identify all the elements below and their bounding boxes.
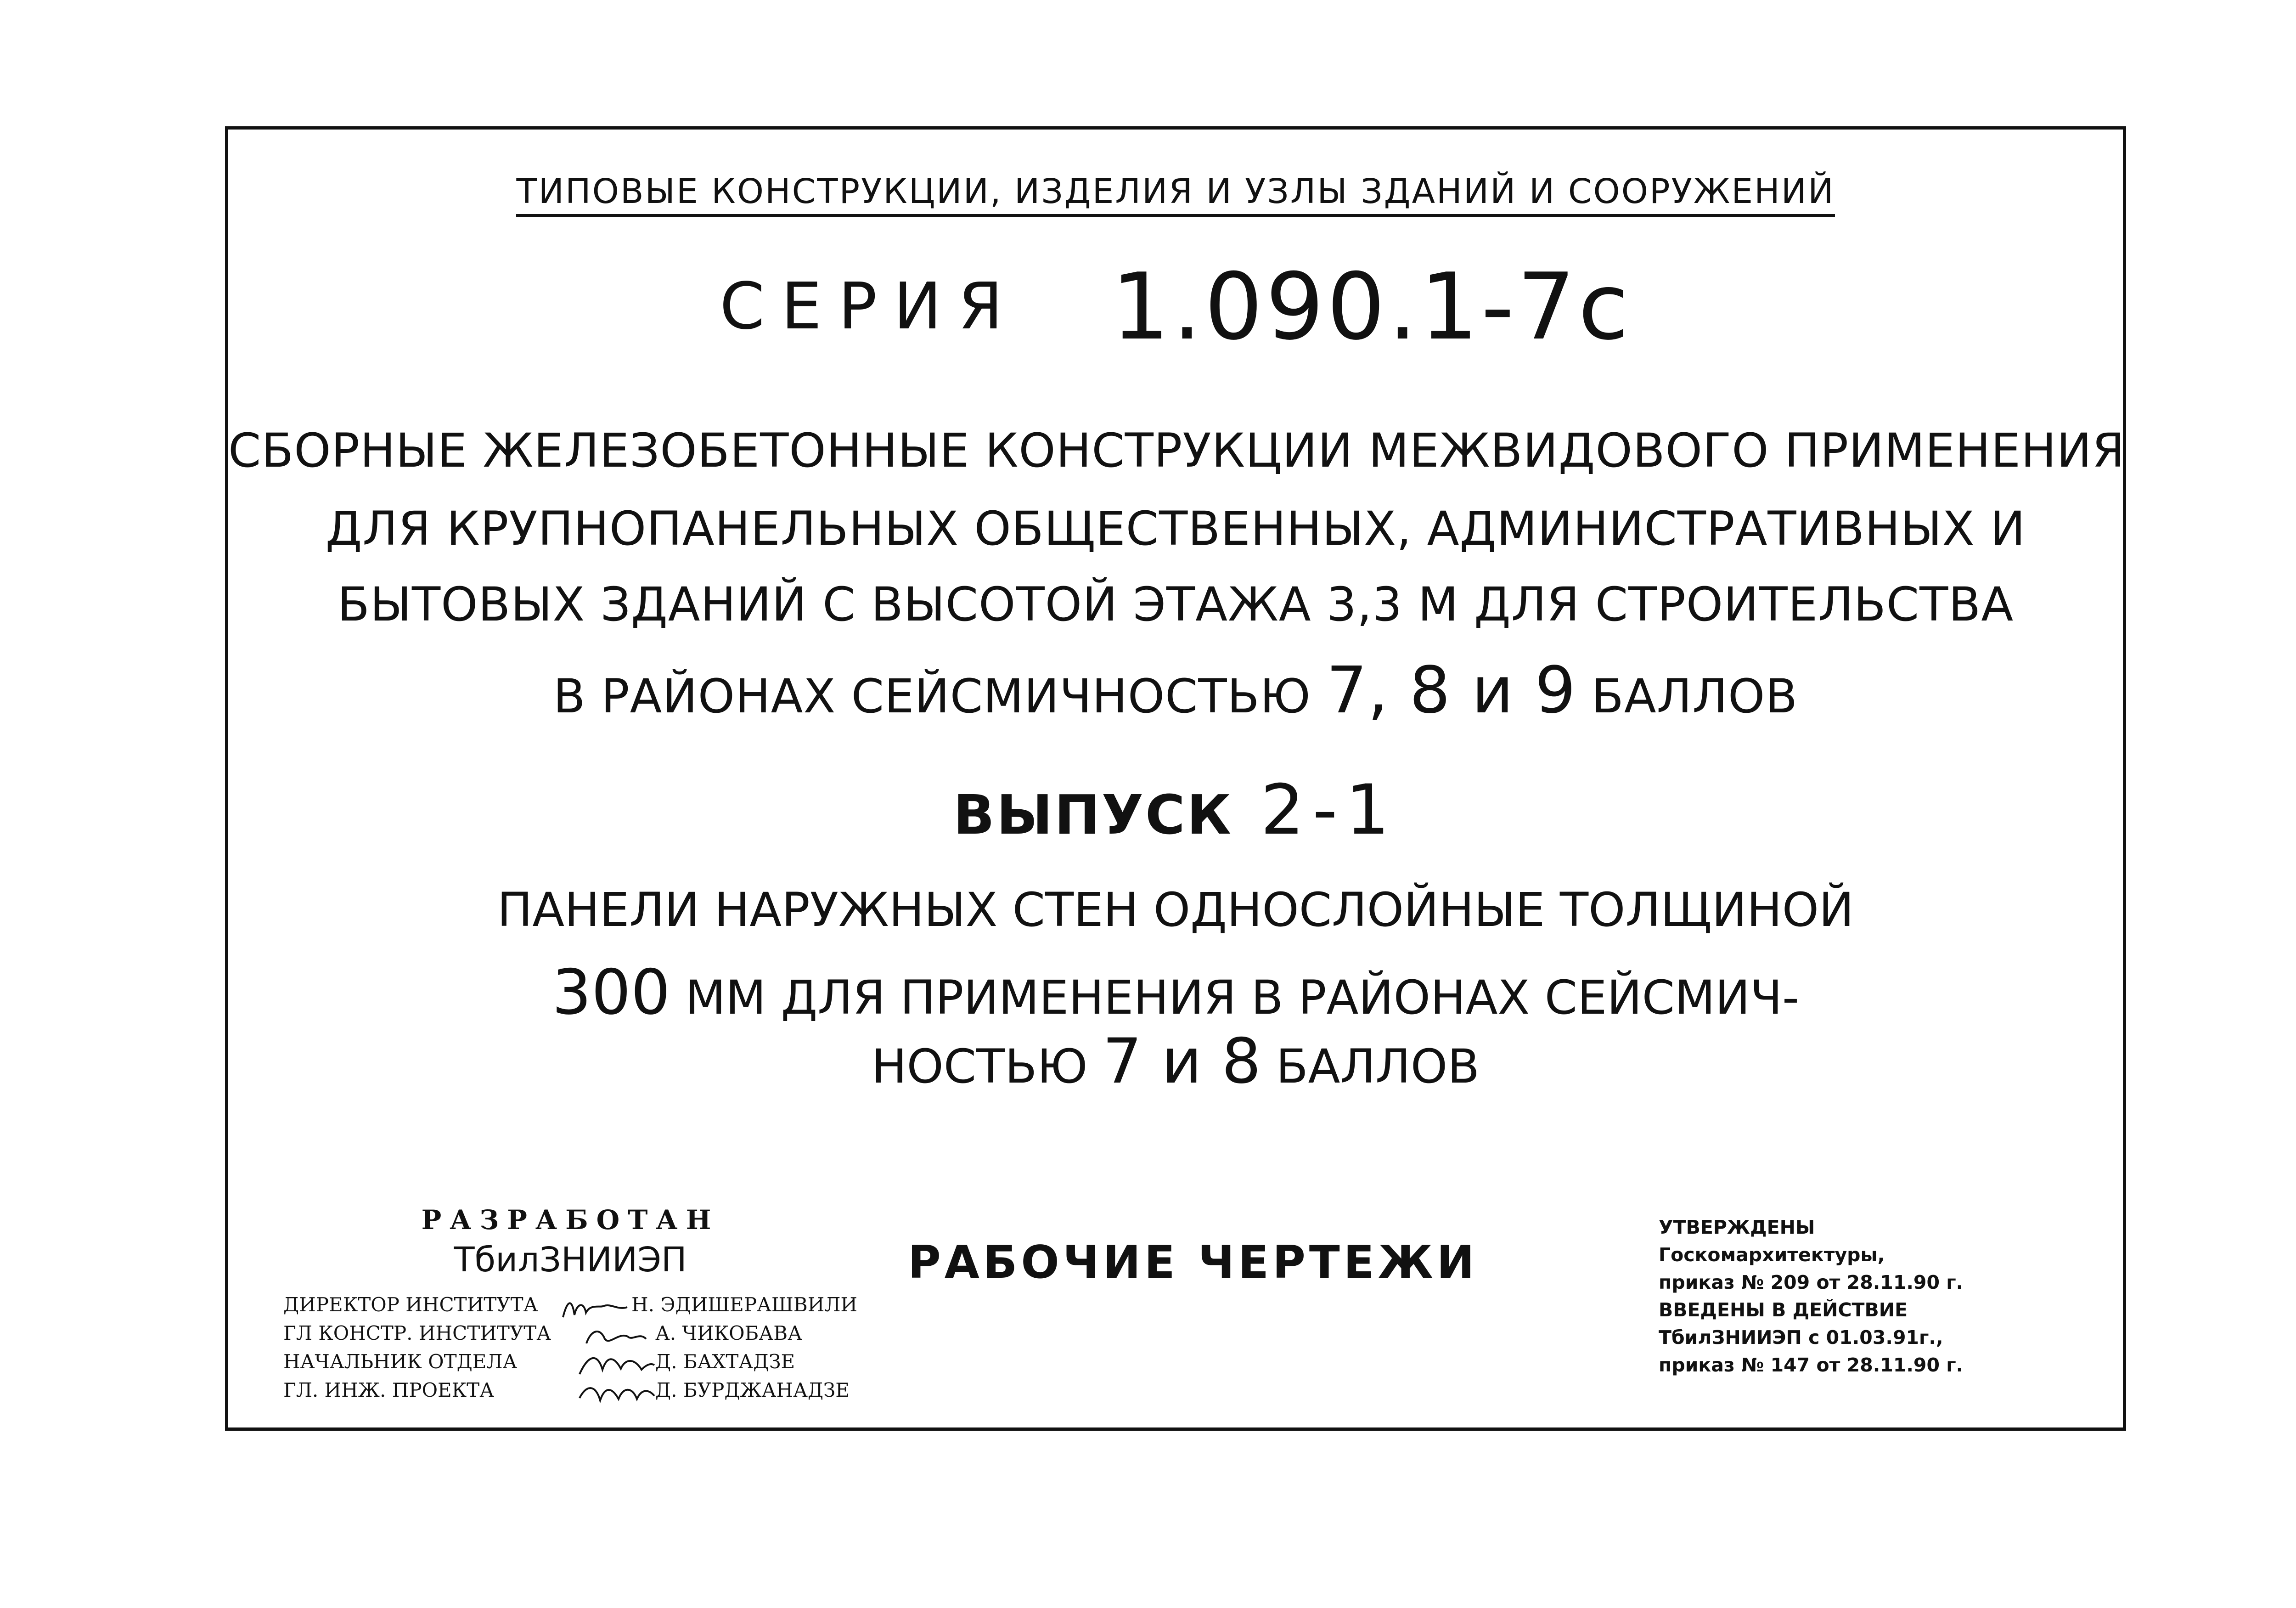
signature-image [577, 1323, 655, 1348]
subject-line-3-suffix: БАЛЛОВ [1276, 1039, 1480, 1094]
developer-organization: ТбилЗНИИЭП [454, 1240, 687, 1280]
subject-line-2-rest: ММ ДЛЯ ПРИМЕНЕНИЯ В РАЙОНАХ СЕЙСМИЧ- [685, 970, 1799, 1025]
description-line-4-suffix: БАЛЛОВ [1591, 669, 1798, 724]
staff-name: Н. ЭДИШЕРАШВИЛИ [631, 1293, 857, 1316]
subject-seismicity-values: 7 и 8 [1102, 1025, 1261, 1097]
staff-name: Д. БУРДЖАНАДЗЕ [655, 1379, 850, 1401]
staff-name: А. ЧИКОБАВА [655, 1322, 802, 1344]
description-line-3: БЫТОВЫХ ЗДАНИЙ С ВЫСОТОЙ ЭТАЖА 3,3 М ДЛЯ СТРОИТЕЛЬСТВА [337, 577, 2014, 632]
approval-line: Госкомархитектуры, [1659, 1244, 1885, 1266]
approval-line: ТбилЗНИИЭП с 01.03.91г., [1659, 1326, 1943, 1348]
approval-line: ВВЕДЕНЫ В ДЕЙСТВИЕ [1659, 1299, 1908, 1321]
approval-line: приказ № 209 от 28.11.90 г. [1659, 1271, 1964, 1293]
seismicity-values: 7, 8 и 9 [1326, 653, 1576, 728]
approval-block [1659, 1213, 1963, 1379]
description-line-4 [228, 653, 2123, 728]
series-word: СЕРИЯ [720, 269, 1019, 344]
staff-row [283, 1319, 857, 1348]
issue-number: 2-1 [1261, 770, 1398, 850]
issue-label: ВЫПУСК [953, 783, 1233, 846]
signature-image [577, 1351, 655, 1376]
subject-line-1: ПАНЕЛИ НАРУЖНЫХ СТЕН ОДНОСЛОЙНЫЕ ТОЛЩИНОЙ [497, 883, 1854, 937]
developed-by-block [283, 1204, 857, 1405]
staff-row [283, 1348, 857, 1376]
title-sheet-frame [225, 126, 2126, 1431]
signature-image [558, 1294, 631, 1319]
approval-line: УТВЕРЖДЕНЫ [1659, 1216, 1815, 1238]
issue-title [228, 770, 2123, 850]
subject-line-3-prefix: НОСТЬЮ [871, 1039, 1088, 1094]
staff-role: ДИРЕКТОР ИНСТИТУТА [283, 1293, 538, 1316]
developed-title: РАЗРАБОТАН [421, 1204, 720, 1236]
staff-row [283, 1291, 857, 1319]
staff-row [283, 1376, 857, 1405]
working-drawings-label: РАБОЧИЕ ЧЕРТЕЖИ [908, 1236, 1478, 1289]
staff-name: Д. БАХТАДЗЕ [655, 1350, 795, 1373]
series-title [228, 254, 2123, 361]
thickness-value: 300 [552, 956, 670, 1028]
staff-role: НАЧАЛЬНИК ОТДЕЛА [283, 1350, 518, 1373]
subject-line-2 [228, 956, 2123, 1028]
description-line-1: СБОРНЫЕ ЖЕЛЕЗОБЕТОННЫЕ КОНСТРУКЦИИ МЕЖВИДОВОГО ПРИМЕНЕНИЯ [228, 423, 2125, 478]
staff-role: ГЛ КОНСТР. ИНСТИТУТА [283, 1322, 551, 1344]
description-line-2: ДЛЯ КРУПНОПАНЕЛЬНЫХ ОБЩЕСТВЕННЫХ, АДМИНИСТРАТИВНЫХ И [325, 502, 2026, 556]
description-line-4-prefix: В РАЙОНАХ СЕЙСМИЧНОСТЬЮ [553, 669, 1311, 724]
approval-line: приказ № 147 от 28.11.90 г. [1659, 1354, 1964, 1376]
signature-image [577, 1380, 655, 1405]
series-code: 1.090.1-7с [1111, 254, 1632, 361]
developer-staff-list [283, 1291, 857, 1405]
staff-role: ГЛ. ИНЖ. ПРОЕКТА [283, 1379, 495, 1401]
category-header-text: ТИПОВЫЕ КОНСТРУКЦИИ, ИЗДЕЛИЯ И УЗЛЫ ЗДАНИЙ И СООРУЖЕНИЙ [516, 172, 1835, 217]
category-header [228, 172, 2123, 217]
subject-line-3 [228, 1025, 2123, 1097]
